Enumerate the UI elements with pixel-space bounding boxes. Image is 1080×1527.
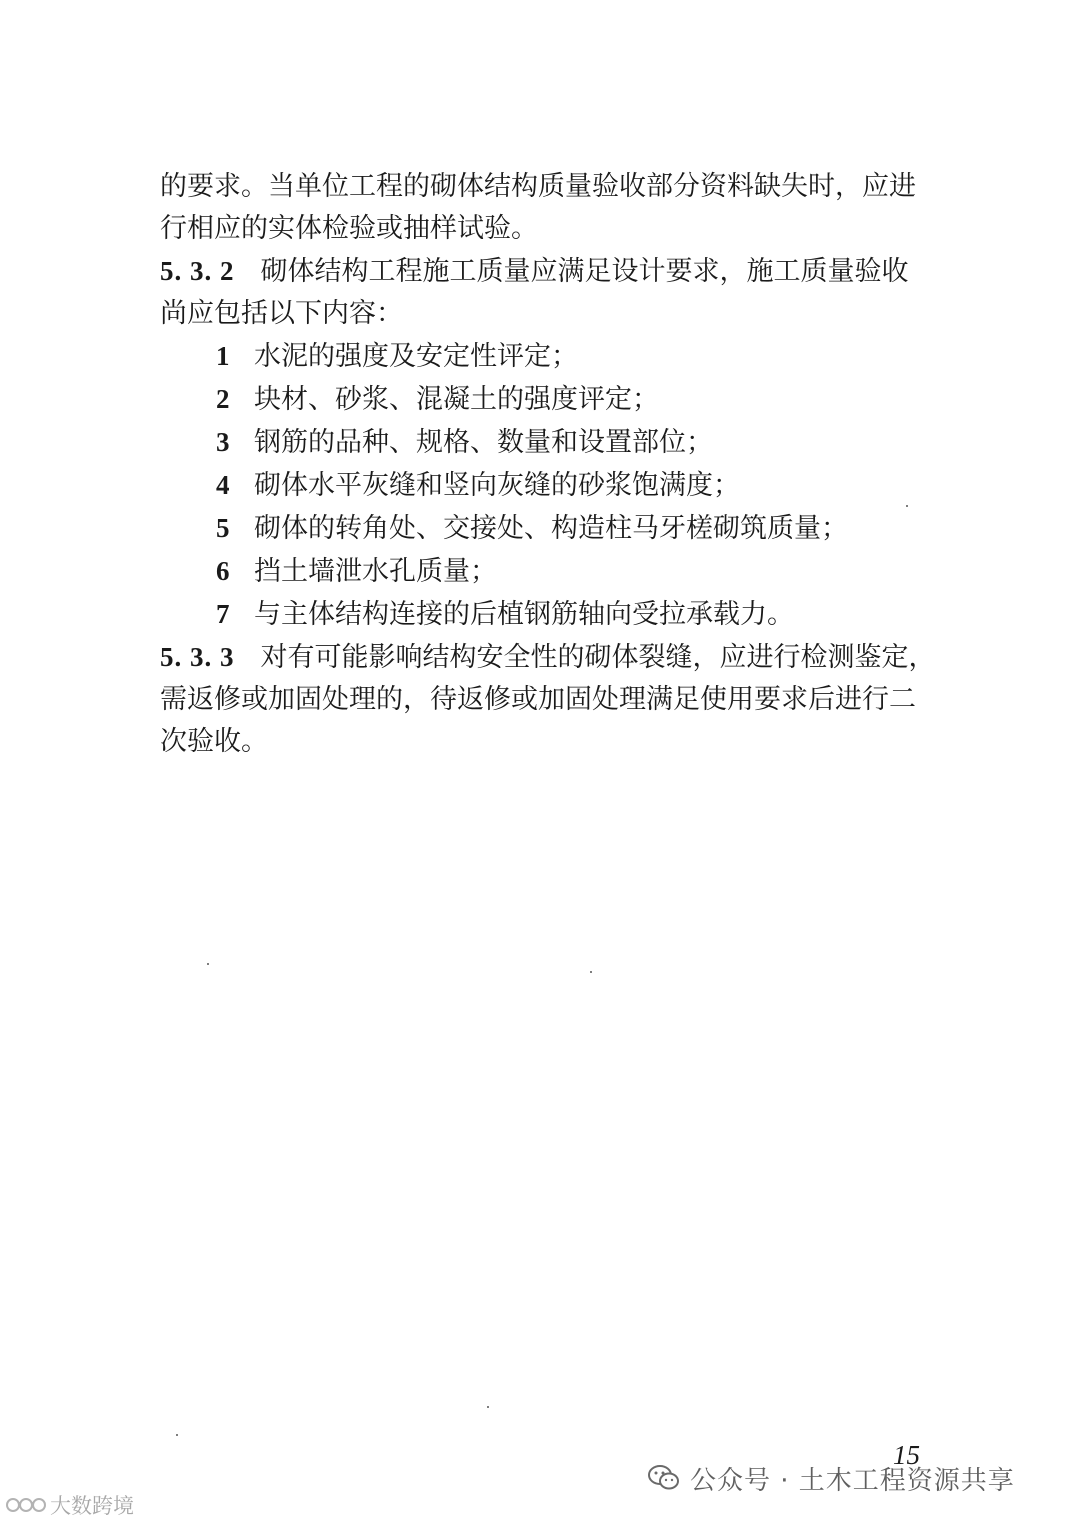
list-item	[160, 593, 950, 636]
item-text: 挡土墙泄水孔质量；	[254, 556, 497, 587]
item-text: 砌体水平灰缝和竖向灰缝的砂浆饱满度；	[254, 470, 740, 501]
text-line: 尚应包括以下内容：	[160, 298, 403, 329]
item-number: 2	[216, 384, 230, 414]
list-item	[160, 421, 950, 464]
item-number: 5	[216, 513, 230, 543]
corner-brand-mark	[4, 1490, 134, 1520]
text-line: 对有可能影响结构安全性的砌体裂缝，应进行检测鉴定，	[260, 642, 936, 673]
brand-logo-icon	[4, 1494, 48, 1516]
clause-5-3-3	[160, 636, 950, 763]
watermark	[648, 1462, 1015, 1494]
clause-number: 5. 3. 2	[160, 256, 235, 286]
scan-speck	[487, 1406, 489, 1408]
scan-speck	[176, 1434, 178, 1436]
paragraph-continuation	[160, 166, 950, 250]
list-item	[160, 550, 950, 593]
item-text: 与主体结构连接的后植钢筋轴向受拉承载力。	[254, 599, 794, 630]
watermark-text: 公众号 · 土木工程资源共享	[690, 1465, 1015, 1496]
wechat-icon	[648, 1464, 680, 1492]
text-line: 需返修或加固处理的，待返修或加固处理满足使用要求后进行二	[160, 684, 916, 715]
text-line: 砌体结构工程施工质量应满足设计要求，施工质量验收	[260, 256, 909, 287]
item-text: 钢筋的品种、规格、数量和设置部位；	[254, 427, 713, 458]
text-line: 次验收。	[160, 726, 268, 757]
page-number: 15	[893, 1440, 920, 1470]
item-number: 4	[216, 470, 230, 500]
list-item	[160, 335, 950, 378]
clause-5-3-2	[160, 250, 950, 335]
corner-brand-text: 大数跨境	[50, 1494, 134, 1518]
scan-speck	[906, 505, 908, 507]
scan-speck	[207, 963, 209, 965]
item-number: 7	[216, 599, 230, 629]
list-item	[160, 507, 950, 550]
scan-speck	[590, 971, 592, 973]
body-text	[160, 166, 950, 763]
item-text: 砌体的转角处、交接处、构造柱马牙槎砌筑质量；	[254, 513, 848, 544]
clause-items-list	[160, 335, 950, 636]
clause-number: 5. 3. 3	[160, 642, 235, 672]
item-number: 1	[216, 341, 230, 371]
item-number: 6	[216, 556, 230, 586]
list-item	[160, 378, 950, 421]
text-line: 行相应的实体检验或抽样试验。	[160, 213, 538, 244]
list-item	[160, 464, 950, 507]
item-text: 块材、砂浆、混凝土的强度评定；	[254, 384, 659, 415]
item-text: 水泥的强度及安定性评定；	[254, 341, 578, 372]
text-line: 的要求。当单位工程的砌体结构质量验收部分资料缺失时，应进	[160, 171, 916, 202]
item-number: 3	[216, 427, 230, 457]
